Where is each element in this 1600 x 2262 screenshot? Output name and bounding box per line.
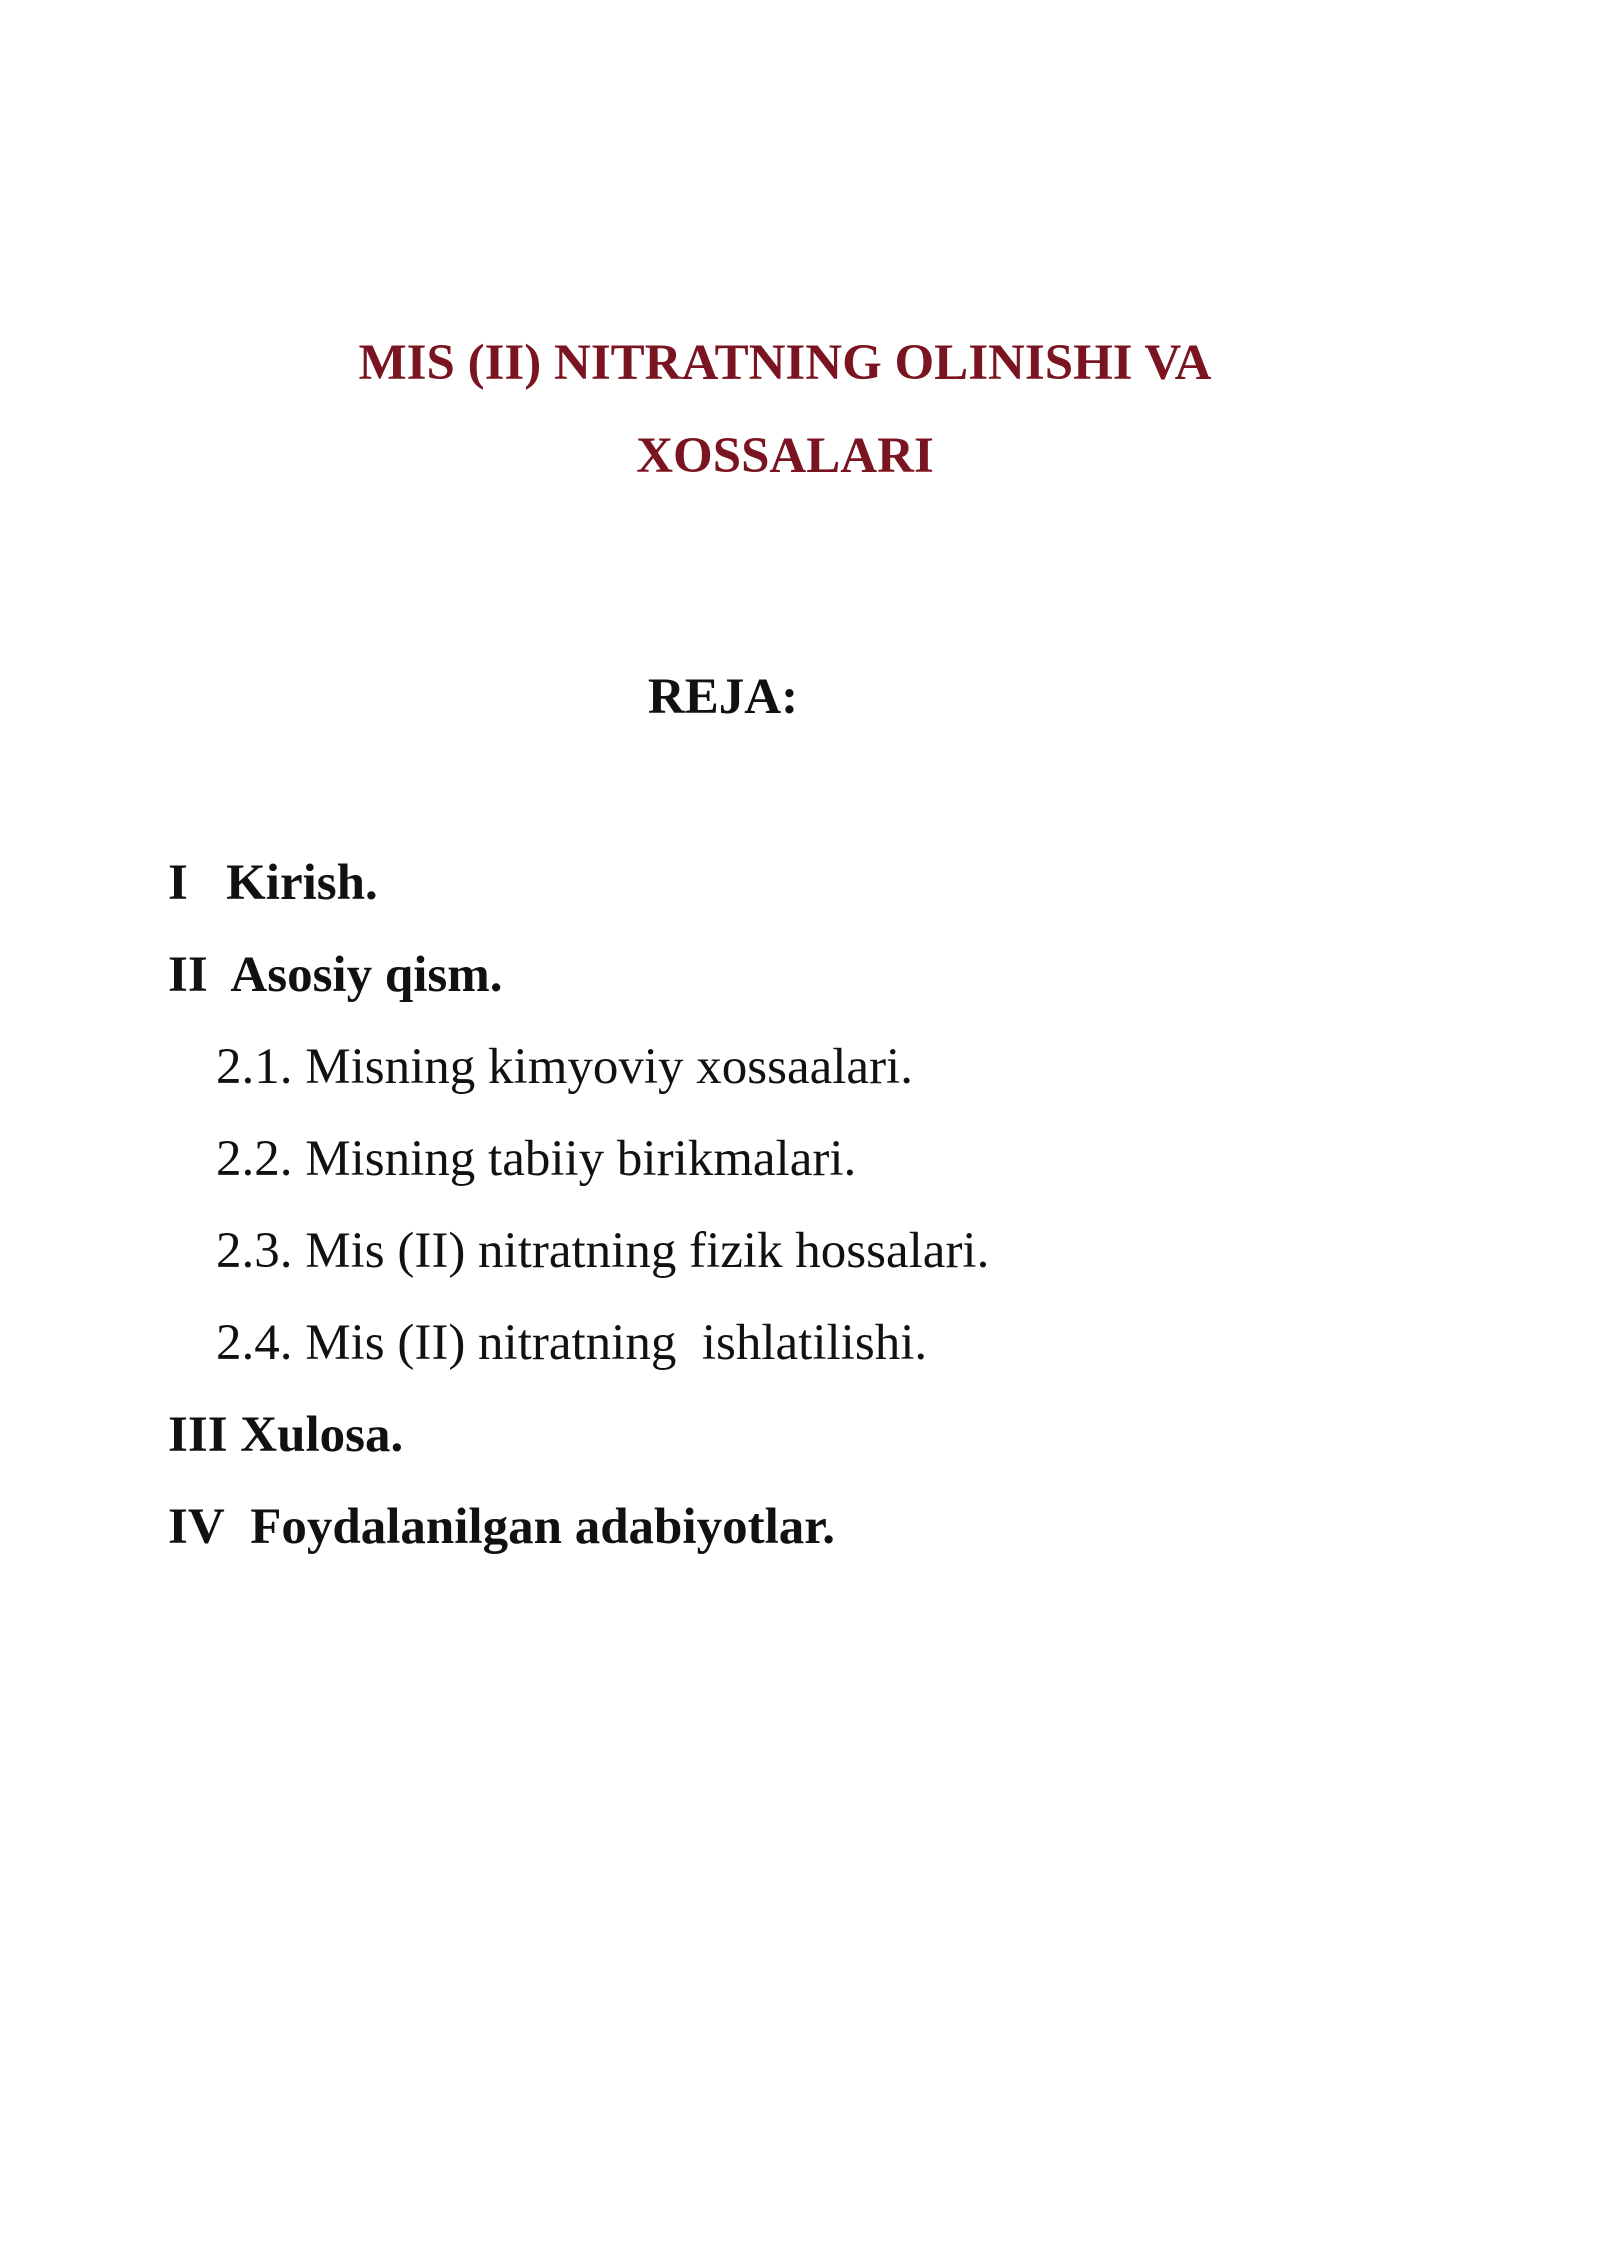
toc-item-text: Mis (II) nitratning ishlatilishi. (305, 1315, 928, 1371)
toc-item-number: III (168, 1407, 228, 1463)
toc-item-number: 2.1. (216, 1039, 293, 1095)
toc-item-number: 2.2. (216, 1131, 293, 1187)
toc-item-kirish (168, 855, 378, 911)
toc-item-text: Mis (II) nitratning fizik hossalari. (305, 1223, 990, 1279)
toc-item-number: IV (168, 1499, 225, 1555)
toc-subitem-2-3 (216, 1223, 990, 1279)
toc-item-number: 2.3. (216, 1223, 293, 1279)
toc-item-xulosa (168, 1407, 404, 1463)
toc-subitem-2-1 (216, 1039, 913, 1095)
toc-subitem-2-2 (216, 1131, 857, 1187)
toc-subitem-2-4 (216, 1315, 928, 1371)
toc-item-asosiy-qism (168, 947, 503, 1003)
toc-item-text: Misning kimyoviy xossaalari. (305, 1039, 913, 1095)
toc-item-foydalanilgan-adabiyotlar (168, 1499, 835, 1555)
toc-item-number: II (168, 947, 208, 1003)
toc-item-number: 2.4. (216, 1315, 293, 1371)
toc-item-text: Misning tabiiy birikmalari. (305, 1131, 857, 1187)
toc-item-number: I (168, 855, 188, 911)
plan-heading: REJA: (647, 669, 799, 725)
toc-item-text: Asosiy qism. (230, 947, 503, 1003)
document-title-line-2: XOSSALARI (636, 428, 934, 484)
toc-item-text: Xulosa. (240, 1407, 404, 1463)
toc-item-text: Kirish. (226, 855, 378, 911)
toc-item-text: Foydalanilgan adabiyotlar. (250, 1499, 835, 1555)
document-title-line-1: MIS (II) NITRATNING OLINISHI VA (358, 335, 1212, 391)
